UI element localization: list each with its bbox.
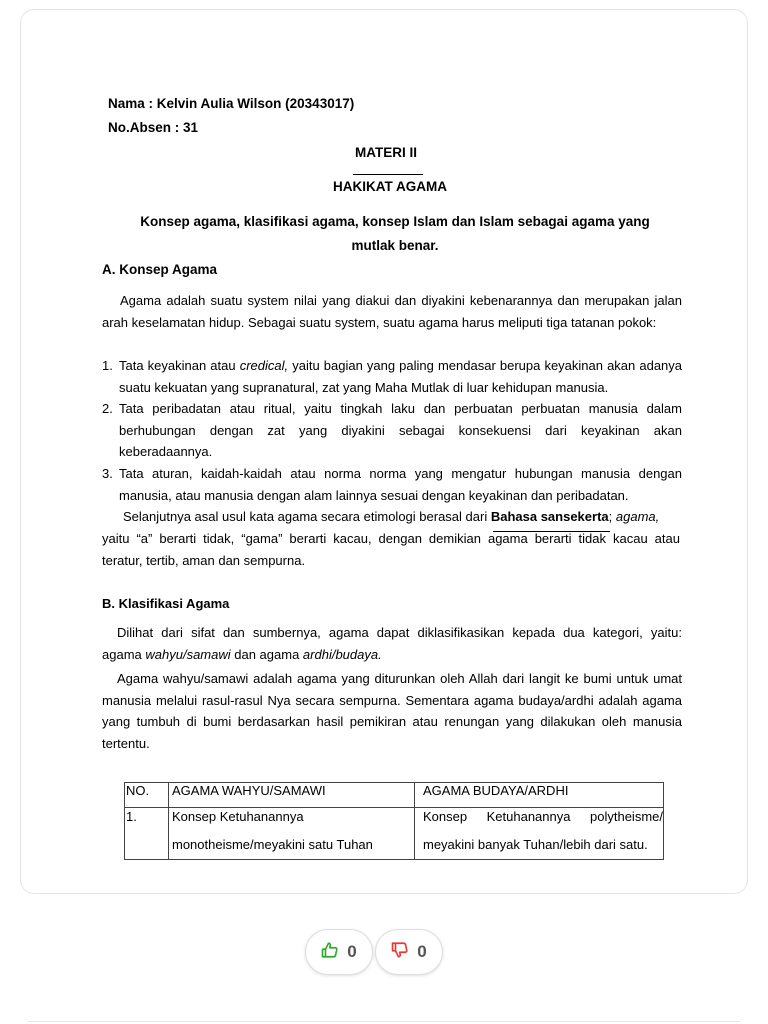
list-item-number: 3. (102, 466, 113, 481)
materi-title: MATERI II (355, 145, 417, 160)
list-item-text: Tata aturan, kaidah-kaidah atau norma norma yang mengatur hubungan manusia dengan manusia, atau manusia dengan alam lainnya sesuai dengan keyakinan dan peribadatan. (119, 466, 682, 503)
list-item-number: 2. (102, 401, 113, 416)
table-cell-samawi: Konsep Ketuhanannya monotheisme/meyakini satu Tuhan (169, 808, 415, 860)
subtitle-line-1: Konsep agama, klasifikasi agama, konsep Islam dan Islam sebagai agama yang (140, 214, 650, 229)
section-b-p1-line2: agama wahyu/samawi dan agama ardhi/budaya. (102, 647, 382, 662)
table-header-row (125, 783, 664, 808)
table-header-budaya: AGAMA BUDAYA/ARDHI (415, 783, 664, 808)
table-cell-no: 1. (125, 808, 169, 860)
table-row (125, 808, 664, 860)
footer-divider (28, 1021, 740, 1022)
table-header-no: NO. (125, 783, 169, 808)
list-item-text: Tata keyakinan atau credical, yaitu bagian yang paling mendasar berupa keyakinan akan adanya suatu kekuatan yang supranatural, zat yang Maha Mutlak di luar kehidupan manusia. (119, 358, 683, 395)
dislike-count: 0 (417, 942, 427, 961)
student-absen: No.Absen : 31 (108, 120, 199, 135)
etymology-line-1: Selanjutnya asal usul kata agama secara etimologi berasal dari Bahasa sansekerta; agama, (123, 509, 660, 524)
list-item-text: Tata peribadatan atau ritual, yaitu tingkah laku dan perbuatan perbuatan manusia dalam berhubungan dengan zat yang diyakini sebagai konsekuensi dari keyakinan akan keberadaannya. (119, 401, 682, 460)
etymology-line-3: teratur, tertib, aman dan sempurna. (102, 553, 306, 568)
list-item-number: 1. (102, 358, 113, 373)
section-b-heading: B. Klasifikasi Agama (102, 596, 230, 611)
section-b-p1-line1: Dilihat dari sifat dan sumbernya, agama dapat diklasifikasikan kepada dua kategori, yaitu: (117, 625, 682, 640)
table-cell-budaya: Konsep Ketuhanannya polytheisme/ meyakini banyak Tuhan/lebih dari satu. (415, 808, 664, 860)
thumbs-up-icon (321, 941, 339, 964)
student-name: Nama : Kelvin Aulia Wilson (20343017) (108, 96, 355, 111)
comparison-table (124, 782, 664, 860)
like-count: 0 (347, 942, 357, 961)
etymology-line-2: yaitu “a” berarti tidak, “gama” berarti kacau, dengan demikian agama berarti tidak kacau atau (102, 531, 680, 546)
like-button[interactable] (305, 929, 373, 975)
section-b-p2: Agama wahyu/samawi adalah agama yang diturunkan oleh Allah dari langit ke bumi untuk umat manusia melalui rasul-rasul Nya secara sempurna. Sementara agama budaya/ardhi adalah agama yang tumbuh di bumi berdasarkan hasil pemikiran atau renungan yang dilakukan oleh manusia tertentu. (102, 671, 682, 752)
dislike-button[interactable] (375, 929, 443, 975)
table-header-samawi: AGAMA WAHYU/SAMAWI (169, 783, 415, 808)
thumbs-down-icon (391, 941, 409, 964)
subtitle-line-2: mutlak benar. (351, 238, 439, 253)
title-underline (353, 174, 423, 175)
section-a-heading: A. Konsep Agama (102, 262, 218, 277)
section-a-intro: Agama adalah suatu system nilai yang diakui dan diyakini kebenarannya dan merupakan jalan arah keselamatan hidup. Sebagai suatu system, suatu agama harus meliputi tiga tatanan pokok: (102, 293, 682, 330)
hakikat-title: HAKIKAT AGAMA (333, 179, 447, 194)
